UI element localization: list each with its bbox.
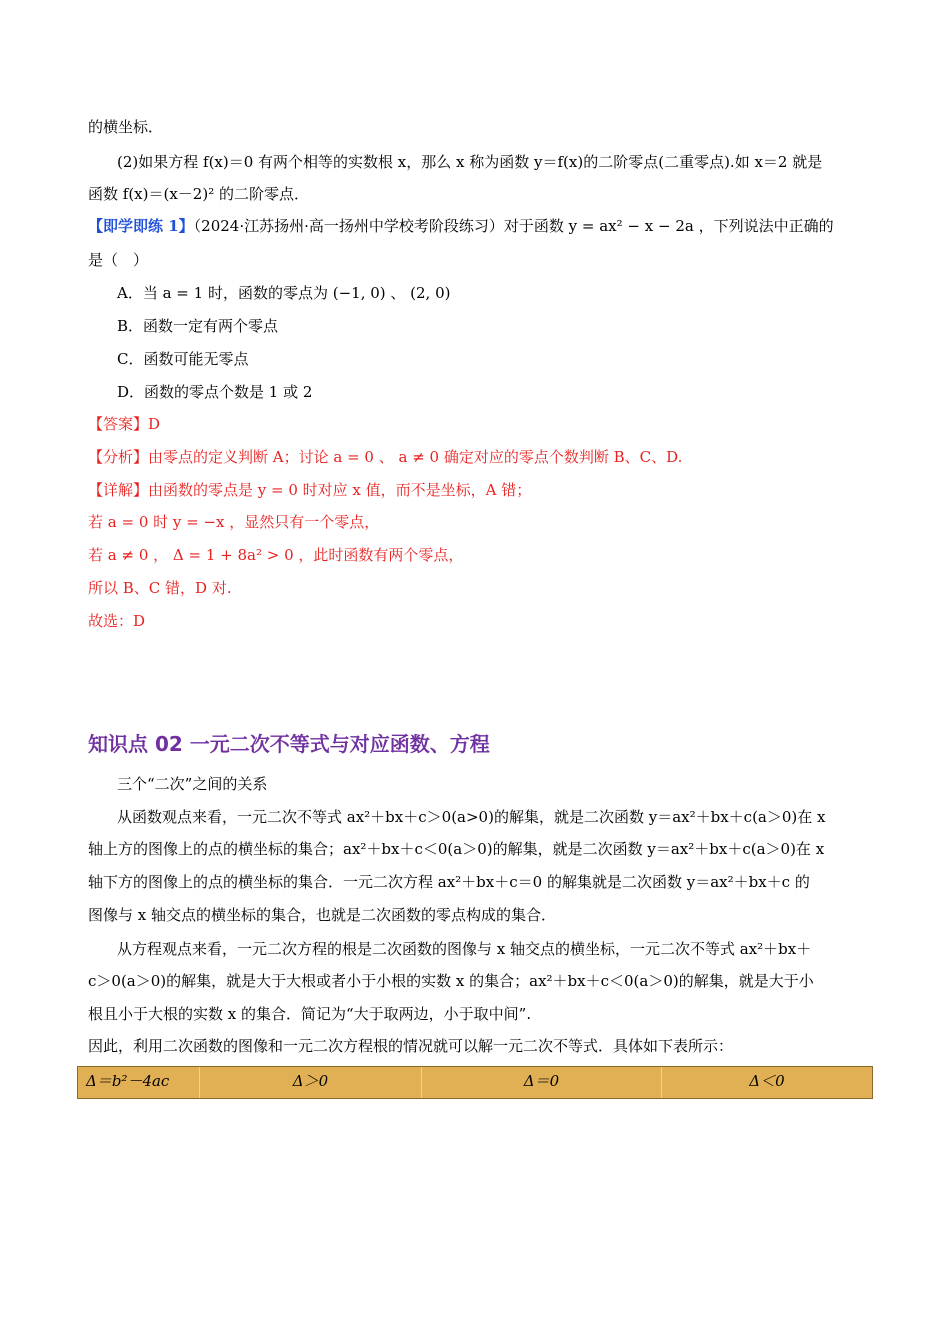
text-line: 三个“二次”之间的关系 (117, 775, 268, 793)
explanation-line: 【详解】由函数的零点是 y = 0 时对应 x 值，而不是坐标，A 错； (88, 481, 532, 499)
option-c: C．函数可能无零点 (117, 350, 249, 368)
text-line: 从方程观点来看，一元二次方程的根是二次函数的图像与 x 轴交点的横坐标，一元二次不等式 ax²＋bx＋ (117, 940, 812, 958)
exercise-tag: 【即学即练 1】 (88, 217, 194, 235)
text-line: 从函数观点来看，一元二次不等式 ax²＋bx＋c＞0(a>0)的解集，就是二次函数 y＝ax²＋bx＋c(a＞0)在 x (117, 808, 826, 826)
exercise-text: （2024·江苏扬州·高一扬州中学校考阶段练习）对于函数 y = ax² − x − 2a ，下列说法中正确的 (193, 217, 834, 235)
discriminant-table-header (77, 1066, 873, 1099)
section-heading: 知识点 02 一元二次不等式与对应函数、方程 (88, 732, 490, 756)
table-header-cell: Δ＞0 (200, 1067, 422, 1098)
option-b: B．函数一定有两个零点 (117, 317, 279, 335)
option-a: A．当 a = 1 时，函数的零点为 (−1, 0) 、 (2, 0) (117, 284, 451, 302)
text-line: 的横坐标． (88, 118, 164, 136)
text-line: 轴上方的图像上的点的横坐标的集合；ax²＋bx＋c＜0(a＞0)的解集，就是二次函数 y＝ax²＋bx＋c(a＞0)在 x (88, 840, 825, 858)
text-line: 函数 f(x)＝(x－2)² 的二阶零点． (88, 185, 309, 203)
explanation-line: 所以 B、C 错，D 对. (88, 579, 232, 597)
table-header-cell: Δ＝0 (422, 1067, 662, 1098)
text-line: 是（ ） (88, 251, 149, 269)
explanation-line: 若 a = 0 时 y = −x ，显然只有一个零点， (88, 513, 380, 531)
table-header-cell: Δ＜0 (749, 1072, 785, 1090)
explanation-line: 若 a ≠ 0 ， Δ = 1 + 8a² > 0 ，此时函数有两个零点， (88, 546, 464, 564)
text-line: 轴下方的图像上的点的横坐标的集合．一元二次方程 ax²＋bx＋c＝0 的解集就是二次函数 y＝ax²＋bx＋c 的 (88, 873, 810, 891)
text-line: c＞0(a＞0)的解集，就是大于大根或者小于小根的实数 x 的集合；ax²＋bx＋c＜0(a＞0)的解集，就是大于小 (88, 972, 814, 990)
text-line: 根且小于大根的实数 x 的集合．简记为“大于取两边，小于取中间”. (88, 1005, 532, 1023)
text-line: 因此，利用二次函数的图像和一元二次方程根的情况就可以解一元二次不等式．具体如下表所示： (88, 1037, 734, 1055)
text-line: 图像与 x 轴交点的横坐标的集合，也就是二次函数的零点构成的集合． (88, 906, 556, 924)
answer-line: 【答案】D (88, 415, 161, 433)
option-d: D．函数的零点个数是 1 或 2 (117, 383, 313, 401)
exercise-prompt (88, 216, 834, 236)
table-header-cell: Δ＝b²－4ac (78, 1067, 200, 1098)
analysis-line: 【分析】由零点的定义判断 A；讨论 a = 0 、 a ≠ 0 确定对应的零点个数判断 B、C、D. (88, 448, 683, 466)
conclusion-line: 故选：D (88, 612, 146, 630)
text-line: (2)如果方程 f(x)＝0 有两个相等的实数根 x，那么 x 称为函数 y＝f(x)的二阶零点(二重零点).如 x＝2 就是 (117, 153, 823, 171)
